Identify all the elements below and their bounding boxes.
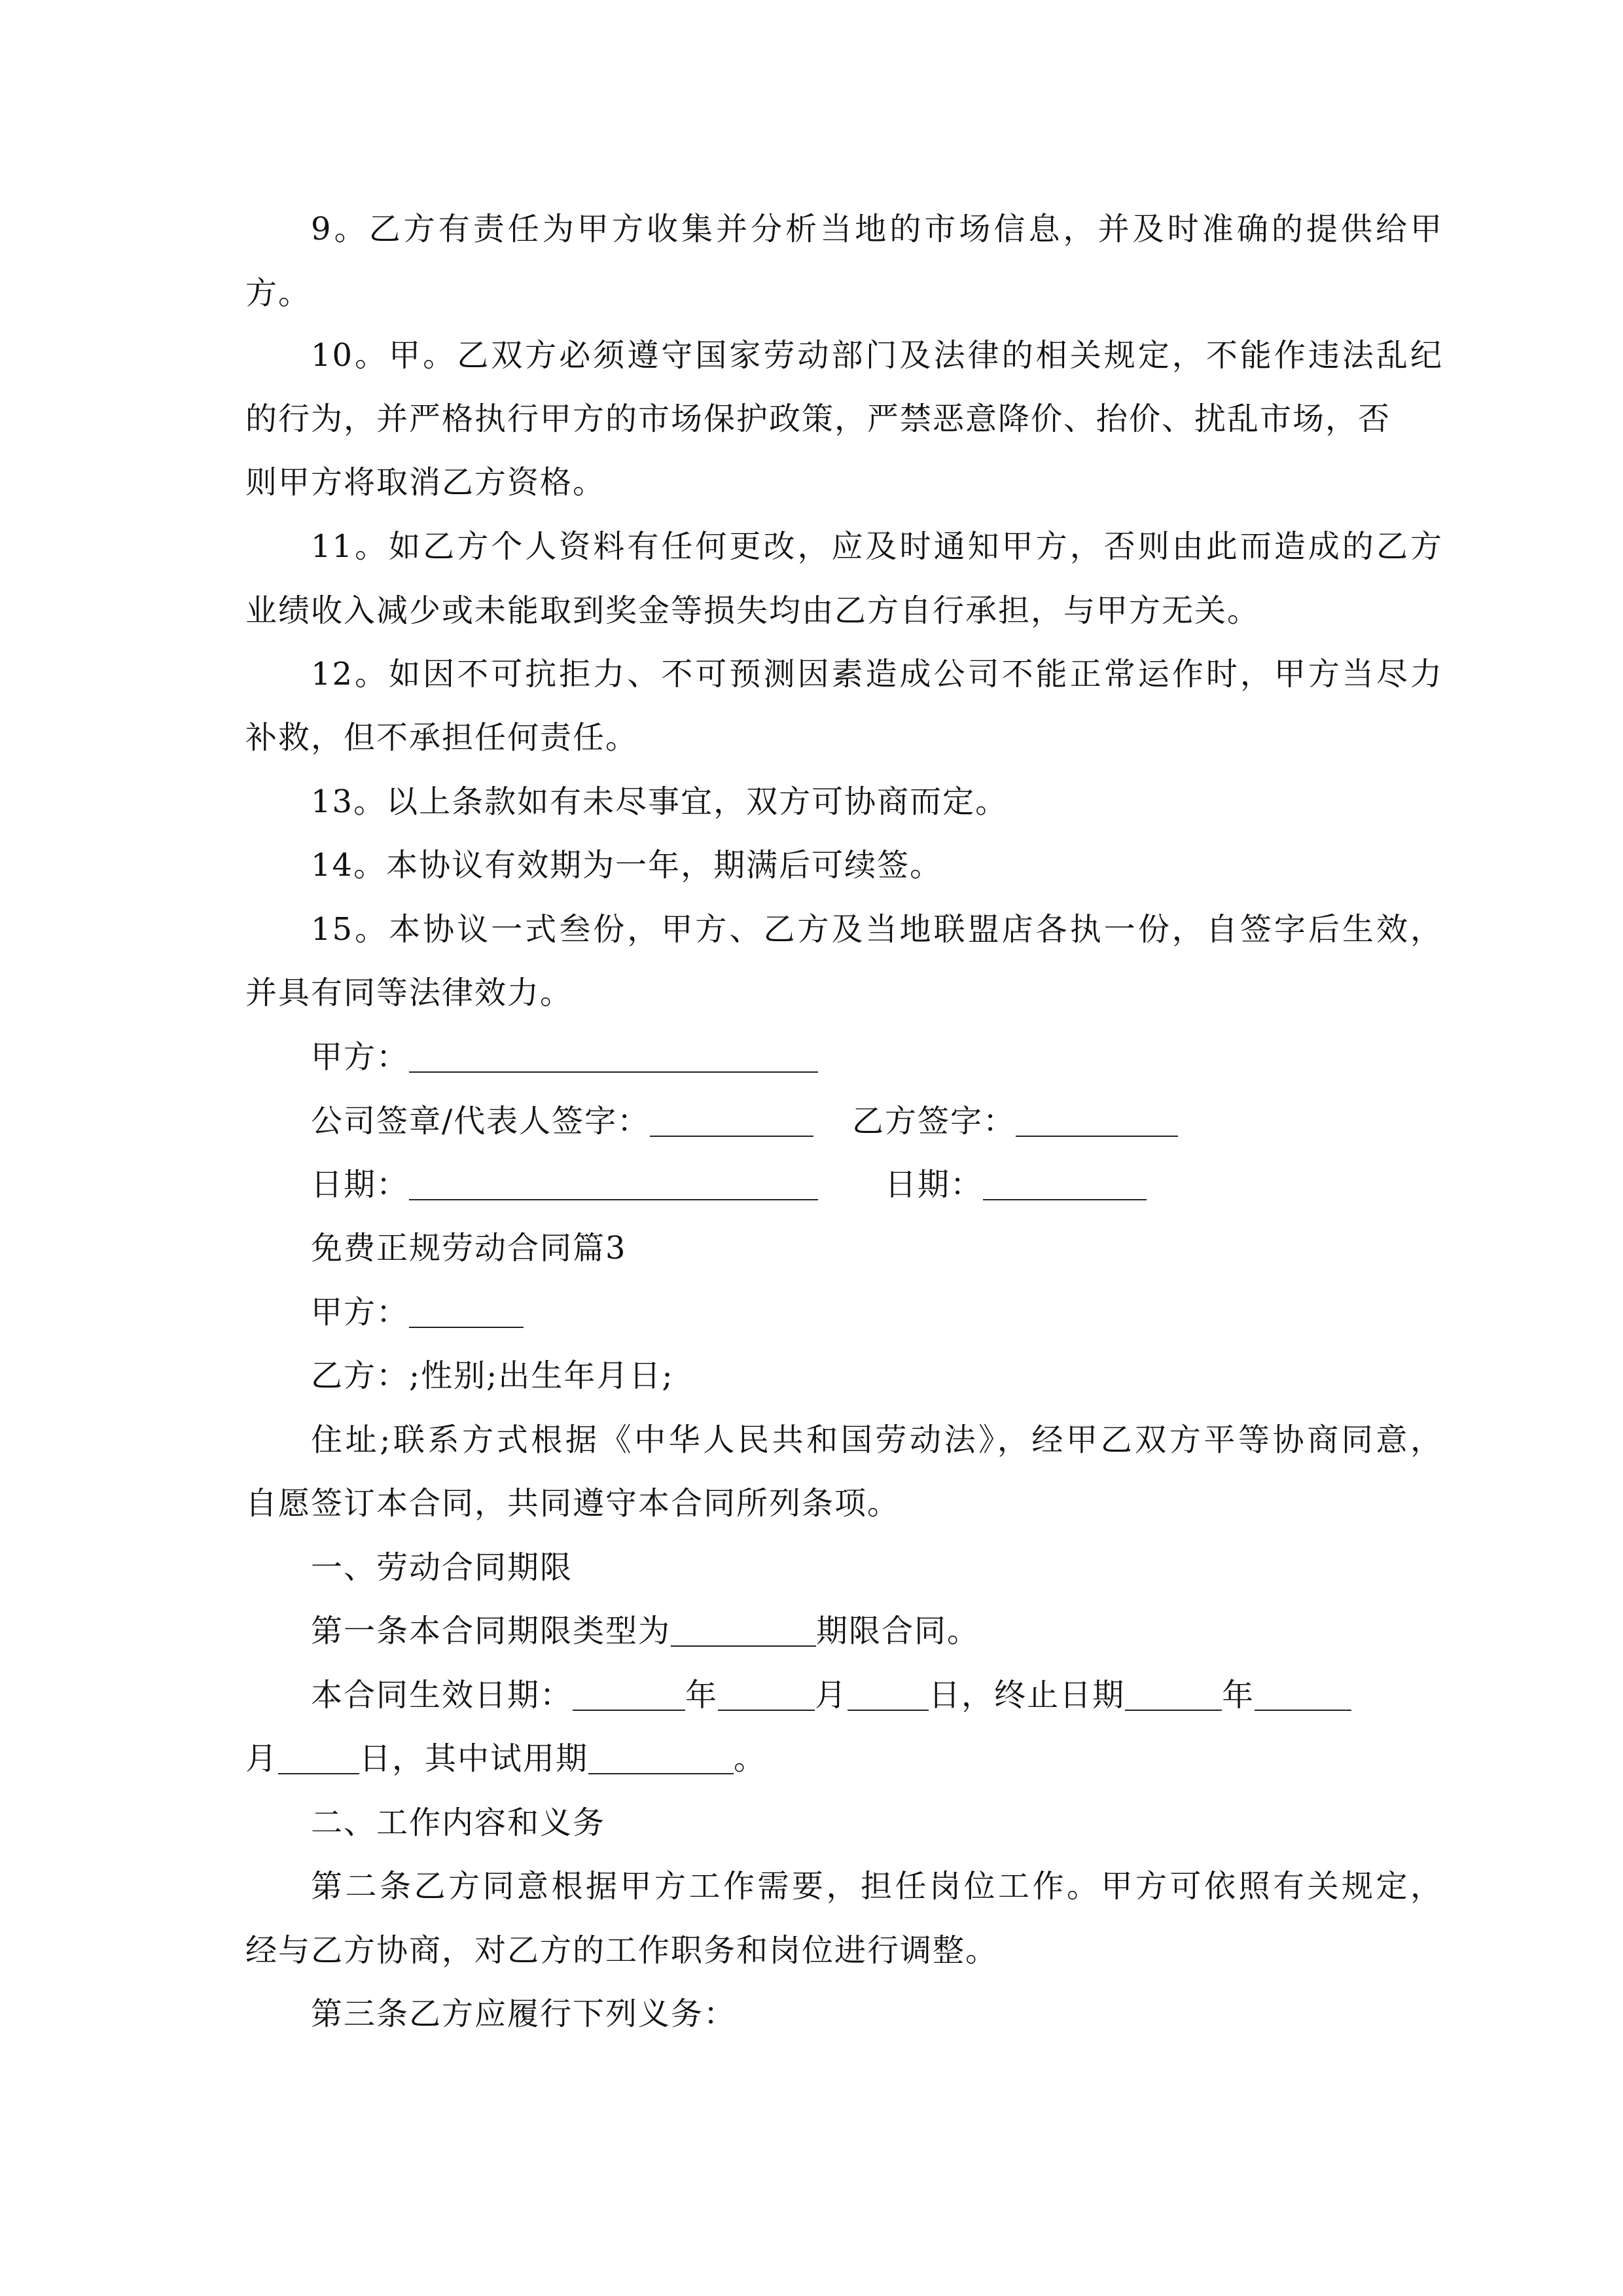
clause-11-line-2: 业绩收入减少或未能取到奖金等损失均由乙方自行承担，与甲方无关。 (245, 592, 1260, 629)
contract-3-intro-line-2: 自愿签订本合同，共同遵守本合同所列条项。 (245, 1485, 901, 1522)
date-right-label: 日期： (885, 1166, 984, 1203)
end-year-blank[interactable] (1125, 1678, 1222, 1711)
month-label: 月 (815, 1677, 848, 1713)
clause-13: 13。以上条款如有未尽事宜，双方可协商而定。 (311, 783, 1008, 820)
effective-date-line (311, 1676, 1351, 1715)
end-month-label: 月 (245, 1740, 279, 1777)
end-day-blank[interactable] (278, 1742, 359, 1774)
article-1-prefix: 第一条本合同期限类型为 (311, 1613, 671, 1649)
article-3: 第三条乙方应履行下列义务： (311, 1996, 737, 2032)
clause-11-line-1: 11。如乙方个人资料有任何更改，应及时通知甲方，否则由此而造成的乙方 (311, 528, 1443, 565)
effective-month-blank[interactable] (718, 1678, 815, 1711)
effective-day-blank[interactable] (847, 1678, 929, 1711)
signature-party-a-blank[interactable] (409, 1040, 818, 1073)
contract-3-party-a-label: 甲方： (311, 1294, 410, 1331)
clause-15-line-1: 15。本协议一式叁份，甲方、乙方及当地联盟店各执一份，自签字后生效， (311, 911, 1443, 948)
article-1-suffix: 期限合同。 (816, 1613, 980, 1649)
contract-3-intro-line-1: 住址;联系方式根据《中华人民共和国劳动法》，经甲乙双方平等协商同意， (311, 1422, 1443, 1458)
trial-label: 日，其中试用期 (359, 1740, 589, 1777)
end-year-label: 年 (1222, 1677, 1255, 1713)
contract-3-party-a-blank[interactable] (409, 1295, 524, 1328)
company-seal-label: 公司签章/代表人签字： (311, 1103, 651, 1139)
clause-14: 14。本协议有效期为一年，期满后可续签。 (311, 847, 943, 884)
article-1 (311, 1611, 980, 1651)
signature-party-a-label: 甲方： (311, 1039, 410, 1075)
clause-10-line-2: 的行为，并严格执行甲方的市场保护政策，严禁恶意降价、抬价、扰乱市场，否 (245, 401, 1391, 437)
date-left-blank[interactable] (409, 1168, 818, 1200)
signature-company-seal (311, 1102, 813, 1141)
year-label: 年 (685, 1677, 719, 1713)
date-left-label: 日期： (311, 1166, 410, 1203)
date-right-blank[interactable] (983, 1168, 1147, 1200)
effective-year-blank[interactable] (573, 1678, 685, 1711)
contract-3-party-b: 乙方：;性别;出生年月日; (311, 1357, 674, 1394)
effective-date-label: 本合同生效日期： (311, 1677, 573, 1713)
clause-10-line-1: 10。甲。乙双方必须遵守国家劳动部门及法律的相关规定，不能作违法乱纪 (311, 337, 1443, 374)
signature-date-right (885, 1165, 1147, 1204)
signature-party-b (852, 1102, 1178, 1141)
clause-15-line-2: 并具有同等法律效力。 (245, 975, 573, 1011)
contract-type-blank[interactable] (671, 1614, 816, 1647)
signature-date-left (311, 1165, 818, 1204)
clause-9-line-2: 方。 (245, 275, 312, 312)
day-comma-label: 日， (929, 1677, 995, 1713)
clause-9-line-1: 9。乙方有责任为甲方收集并分析当地的市场信息，并及时准确的提供给甲 (311, 211, 1443, 247)
clause-12-line-2: 补救，但不承担任何责任。 (245, 719, 639, 756)
end-month-blank-start[interactable] (1255, 1678, 1351, 1711)
section-1-heading: 一、劳动合同期限 (311, 1549, 573, 1586)
party-b-sign-label: 乙方签字： (852, 1103, 1016, 1139)
company-seal-blank[interactable] (650, 1104, 813, 1137)
trial-period-blank[interactable] (588, 1742, 734, 1774)
signature-party-a (311, 1037, 818, 1077)
section-2-heading: 二、工作内容和义务 (311, 1804, 606, 1841)
contract-3-party-a (311, 1293, 524, 1332)
clause-10-line-3: 则甲方将取消乙方资格。 (245, 464, 606, 501)
article-2-line-1: 第二条乙方同意根据甲方工作需要，担任岗位工作。甲方可依照有关规定， (311, 1868, 1443, 1905)
article-2-line-2: 经与乙方协商，对乙方的工作职务和岗位进行调整。 (245, 1932, 999, 1969)
end-date-line-2 (245, 1739, 766, 1778)
clause-12-line-1: 12。如因不可抗拒力、不可预测因素造成公司不能正常运作时，甲方当尽力 (311, 656, 1443, 692)
party-b-sign-blank[interactable] (1016, 1104, 1178, 1137)
contract-3-title: 免费正规劳动合同篇3 (311, 1230, 627, 1266)
end-date-label: 终止日期 (994, 1677, 1126, 1713)
period-end: 。 (734, 1740, 767, 1777)
